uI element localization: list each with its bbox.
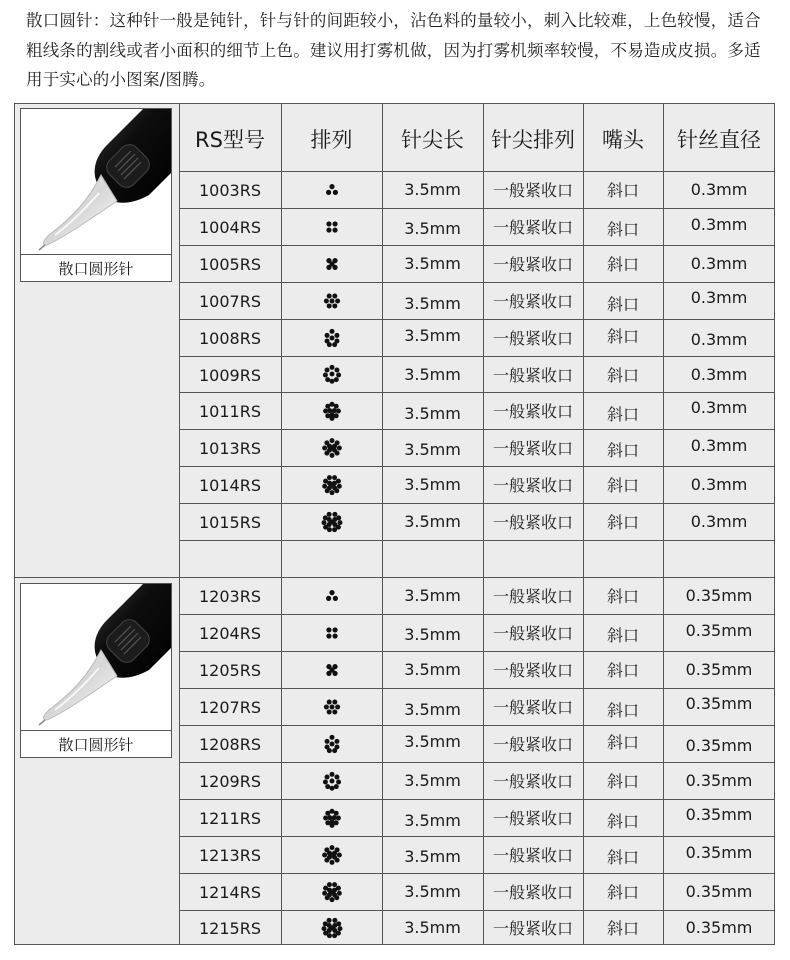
model-cell: 1214RS (199, 883, 261, 902)
tip-taper-cell: 一般紧收口 (492, 476, 573, 495)
tip-length-cell: 3.5mm (404, 732, 461, 751)
needle-arrangement-icon (314, 283, 350, 319)
tip-length-cell: 3.5mm (404, 254, 461, 273)
needle-diameter-cell: 0.3mm (690, 254, 748, 273)
model-cell: 1005RS (199, 255, 261, 274)
tip-length-cell: 3.5mm (404, 700, 461, 719)
mouth-cell: 斜口 (606, 476, 639, 495)
tip-taper-cell: 一般紧收口 (492, 587, 573, 606)
model-cell: 1213RS (199, 846, 261, 865)
needle-diameter-cell: 0.3mm (690, 436, 748, 455)
product-image-card-group1 (20, 108, 172, 282)
model-cell: 1007RS (199, 292, 261, 311)
model-cell: 1203RS (199, 587, 261, 606)
tip-length-cell: 3.5mm (404, 512, 461, 531)
needle-arrangement-icon (314, 209, 350, 245)
mouth-cell: 斜口 (606, 587, 639, 606)
model-cell: 1204RS (199, 624, 261, 643)
tip-taper-cell: 一般紧收口 (492, 846, 573, 865)
needle-arrangement-icon (314, 689, 350, 725)
model-cell: 1209RS (199, 772, 261, 791)
mouth-cell: 斜口 (606, 733, 639, 752)
mouth-cell: 斜口 (606, 181, 639, 200)
mouth-cell: 斜口 (606, 701, 639, 720)
needle-diameter-cell: 0.35mm (685, 882, 753, 901)
needle-arrangement-icon (314, 430, 350, 466)
tip-length-cell: 3.5mm (404, 180, 461, 199)
needle-arrangement-icon (314, 910, 350, 946)
tip-length-cell: 3.5mm (404, 294, 461, 313)
needle-arrangement-icon (314, 393, 350, 429)
tip-taper-cell: 一般紧收口 (492, 365, 573, 385)
model-cell: 1009RS (199, 365, 261, 385)
mouth-cell: 斜口 (606, 365, 639, 385)
tip-length-cell: 3.5mm (404, 918, 461, 937)
tip-taper-cell: 一般紧收口 (492, 218, 573, 237)
needle-diameter-cell: 0.3mm (690, 364, 748, 384)
header-tip-taper: 针尖排列 (491, 128, 575, 152)
product-description: 散口圆针：这种针一般是钝针，针与针的间距较小，沾色料的量较小，刺入比较难，上色较慢，适合粗线条的割线或者小面积的细节上色。建议用打雾机做，因为打雾机频率较慢，不易造成皮损。多适用于实心的小图案/图腾。 (26, 11, 761, 89)
tip-length-cell: 3.5mm (404, 326, 461, 345)
tip-taper-cell: 一般紧收口 (492, 439, 573, 458)
tip-length-cell: 3.5mm (404, 771, 461, 790)
tip-taper-cell: 一般紧收口 (492, 402, 573, 421)
model-cell: 1215RS (199, 919, 261, 938)
tip-length-cell: 3.5mm (404, 364, 461, 384)
tip-length-cell: 3.5mm (404, 404, 461, 423)
header-mouth: 嘴头 (602, 128, 644, 152)
needle-diameter-cell: 0.35mm (685, 805, 753, 824)
model-cell: 1207RS (199, 698, 261, 717)
needle-arrangement-icon (314, 652, 350, 688)
tip-length-cell: 3.5mm (404, 440, 461, 459)
tip-taper-cell: 一般紧收口 (492, 624, 573, 643)
needle-arrangement-icon (314, 615, 350, 651)
mouth-cell: 斜口 (606, 626, 639, 645)
mouth-cell: 斜口 (606, 405, 639, 424)
needle-diameter-cell: 0.35mm (685, 694, 753, 713)
needle-diameter-cell: 0.35mm (685, 660, 753, 679)
tip-taper-cell: 一般紧收口 (492, 698, 573, 717)
needle-cartridge-icon (21, 109, 171, 255)
tip-taper-cell: 一般紧收口 (492, 513, 573, 532)
needle-diameter-cell: 0.3mm (690, 330, 748, 349)
needle-diameter-cell: 0.3mm (690, 288, 748, 307)
tip-length-cell: 3.5mm (404, 660, 461, 679)
tip-taper-cell: 一般紧收口 (492, 809, 573, 828)
needle-diameter-cell: 0.3mm (690, 398, 748, 417)
model-cell: 1011RS (199, 402, 261, 421)
needle-arrangement-icon (314, 800, 350, 836)
model-cell: 1013RS (199, 439, 261, 458)
grid-line (281, 103, 282, 945)
needle-arrangement-icon (314, 467, 350, 503)
mouth-cell: 斜口 (606, 772, 639, 791)
model-cell: 1008RS (199, 329, 261, 348)
needle-arrangement-icon (314, 504, 350, 540)
tip-taper-cell: 一般紧收口 (492, 329, 573, 348)
model-cell: 1003RS (199, 181, 261, 200)
needle-diameter-cell: 0.35mm (685, 843, 753, 862)
needle-diameter-cell: 0.35mm (685, 736, 753, 755)
product-image-card-group2 (20, 583, 172, 758)
tip-length-cell: 3.5mm (404, 625, 461, 644)
model-cell: 1205RS (199, 661, 261, 680)
mouth-cell: 斜口 (606, 919, 639, 938)
needle-arrangement-icon (314, 356, 350, 392)
model-cell: 1004RS (199, 218, 261, 237)
mouth-cell: 斜口 (606, 220, 639, 239)
needle-diameter-cell: 0.35mm (685, 771, 753, 790)
mouth-cell: 斜口 (606, 513, 639, 532)
tip-taper-cell: 一般紧收口 (492, 919, 573, 938)
tip-taper-cell: 一般紧收口 (492, 292, 573, 311)
needle-diameter-cell: 0.35mm (685, 586, 753, 605)
needle-diameter-cell: 0.3mm (690, 180, 748, 199)
needle-arrangement-icon (314, 172, 350, 208)
tip-taper-cell: 一般紧收口 (492, 181, 573, 200)
mouth-cell: 斜口 (606, 883, 639, 902)
needle-diameter-cell: 0.3mm (690, 215, 748, 234)
needle-cartridge-icon (21, 584, 171, 730)
mouth-cell: 斜口 (606, 661, 639, 680)
mouth-cell: 斜口 (606, 441, 639, 460)
mouth-cell: 斜口 (606, 848, 639, 867)
needle-arrangement-icon (314, 763, 350, 799)
needle-diameter-cell: 0.35mm (685, 918, 753, 937)
model-cell: 1015RS (199, 513, 261, 532)
tip-taper-cell: 一般紧收口 (492, 735, 573, 754)
needle-diameter-cell: 0.3mm (690, 512, 748, 531)
product-label: 散口圆形针 (21, 730, 171, 757)
tip-length-cell: 3.5mm (404, 847, 461, 866)
tip-length-cell: 3.5mm (404, 475, 461, 494)
tip-length-cell: 3.5mm (404, 882, 461, 901)
needle-arrangement-icon (314, 246, 350, 282)
needle-diameter-cell: 0.3mm (690, 475, 748, 494)
header-needle-diameter: 针丝直径 (677, 128, 761, 152)
mouth-cell: 斜口 (606, 327, 639, 346)
tip-length-cell: 3.5mm (404, 811, 461, 830)
tip-length-cell: 3.5mm (404, 219, 461, 238)
tip-taper-cell: 一般紧收口 (492, 661, 573, 680)
model-cell: 1014RS (199, 476, 261, 495)
needle-diameter-cell: 0.35mm (685, 621, 753, 640)
tip-taper-cell: 一般紧收口 (492, 255, 573, 274)
tip-taper-cell: 一般紧收口 (492, 772, 573, 791)
model-cell: 1208RS (199, 735, 261, 754)
needle-arrangement-icon (314, 837, 350, 873)
product-label: 散口圆形针 (21, 254, 171, 281)
header-model: RS型号 (195, 128, 265, 152)
header-tip-length: 针尖长 (401, 128, 464, 152)
needle-arrangement-icon (314, 578, 350, 614)
model-cell: 1211RS (199, 809, 261, 828)
needle-arrangement-icon (314, 726, 350, 762)
tip-length-cell: 3.5mm (404, 586, 461, 605)
mouth-cell: 斜口 (606, 295, 639, 314)
needle-arrangement-icon (314, 320, 350, 356)
tip-taper-cell: 一般紧收口 (492, 883, 573, 902)
mouth-cell: 斜口 (606, 812, 639, 831)
mouth-cell: 斜口 (606, 255, 639, 274)
header-arrangement: 排列 (310, 128, 353, 152)
needle-arrangement-icon (314, 874, 350, 910)
